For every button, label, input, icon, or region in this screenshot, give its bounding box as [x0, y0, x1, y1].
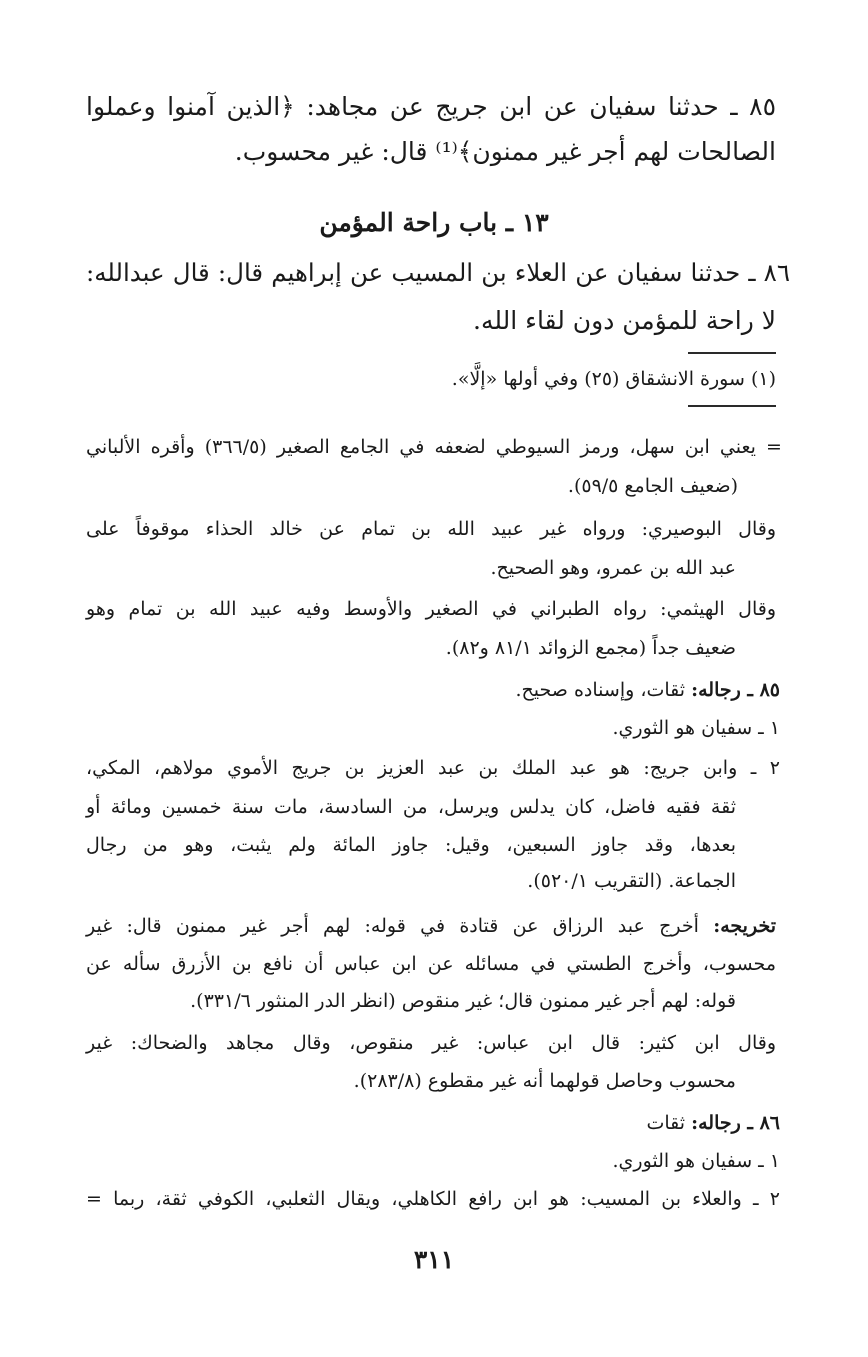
takhrij-line-1	[86, 915, 776, 937]
narrator-1-sufyan: ١ ـ سفيان هو الثوري.	[612, 717, 780, 739]
narrator-86-2-alaa: ٢ ـ والعلاء بن المسيب: هو ابن رافع الكاهلي، ويقال الثعلبي، الكوفي ثقة، ربما =	[86, 1188, 780, 1210]
ibn-kathir-line-2: محسوب وحاصل قولهما أنه غير مقطوع (٢٨٣/٨).	[353, 1070, 736, 1092]
haythami-note-line-2: ضعيف جداً (مجمع الزوائد ٨١/١ و٨٢).	[445, 637, 736, 659]
rijal-86-label: ٨٦ ـ رجاله:	[691, 1112, 780, 1134]
rijal-85-text: ثقات، وإسناده صحيح.	[515, 679, 692, 701]
hadith-86-line-1: ٨٦ ـ حدثنا سفيان عن العلاء بن المسيب عن إبراهيم قال: قال عبدالله:	[86, 258, 790, 287]
rijal-85-label: ٨٥ ـ رجاله:	[691, 679, 780, 701]
narrator-2-ibn-jurayj-line-2: ثقة فقيه فاضل، كان يدلس ويرسل، من السادسة، مات سنة خمسين ومائة أو	[86, 796, 736, 818]
takhrij-line-2: محسوب، وأخرج الطستي في مسائله عن ابن عباس أن نافع بن الأزرق سأله عن	[86, 953, 776, 975]
hadith-85-line-2: الصالحات لهم أجر غير ممنون﴾⁽¹⁾ قال: غير محسوب.	[234, 137, 776, 166]
narrator-2-ibn-jurayj-line-1: ٢ ـ وابن جريج: هو عبد الملك بن عبد العزيز بن جريج الأموي مولاهم، المكي،	[86, 757, 780, 779]
takhrij-label: تخريجه:	[713, 915, 776, 937]
hadith-86-line-2: لا راحة للمؤمن دون لقاء الله.	[473, 306, 776, 335]
busiri-note-line-2: عبد الله بن عمرو، وهو الصحيح.	[490, 557, 736, 579]
page-number: ٣١١	[413, 1245, 455, 1274]
ibn-kathir-line-1: وقال ابن كثير: قال ابن عباس: غير منقوص، وقال مجاهد والضحاك: غير	[86, 1032, 776, 1054]
narrator-86-1-sufyan: ١ ـ سفيان هو الثوري.	[612, 1150, 780, 1172]
footnote-1: (١) سورة الانشقاق (٢٥) وفي أولها «إلَّا».	[451, 368, 776, 390]
chapter-heading: ١٣ ـ باب راحة المؤمن	[319, 208, 549, 237]
note-continuation-line-2: (ضعيف الجامع ٥٩/٥).	[567, 475, 738, 497]
footnote-separator	[688, 352, 776, 354]
rijal-86-text: ثقات	[646, 1112, 692, 1134]
notes-separator	[688, 405, 776, 407]
haythami-note-line-1: وقال الهيثمي: رواه الطبراني في الصغير والأوسط وفيه عبيد الله بن تمام وهو	[86, 598, 776, 620]
rijal-85-heading	[90, 679, 780, 701]
note-continuation-line-1: = يعني ابن سهل، ورمز السيوطي لضعفه في الجامع الصغير (٣٦٦/٥) وأقره الألباني	[86, 436, 782, 458]
rijal-86-heading	[90, 1112, 780, 1134]
hadith-85-line-1: ٨٥ ـ حدثنا سفيان عن ابن جريج عن مجاهد: ﴿الذين آمنوا وعملوا	[86, 92, 776, 121]
takhrij-text: أخرج عبد الرزاق عن قتادة في قوله: لهم أجر غير ممنون قال: غير	[86, 915, 714, 937]
narrator-2-ibn-jurayj-line-4: الجماعة. (التقريب ٥٢٠/١).	[527, 870, 736, 892]
busiri-note-line-1: وقال البوصيري: ورواه غير عبيد الله بن تمام عن خالد الحذاء موقوفاً على	[86, 518, 776, 540]
takhrij-line-3: قوله: لهم أجر غير ممنون قال؛ غير منقوص (انظر الدر المنثور ٣٣١/٦).	[190, 990, 736, 1012]
narrator-2-ibn-jurayj-line-3: بعدها، وقد جاوز السبعين، وقيل: جاوز المائة ولم يثبت، وهو من رجال	[86, 834, 736, 856]
